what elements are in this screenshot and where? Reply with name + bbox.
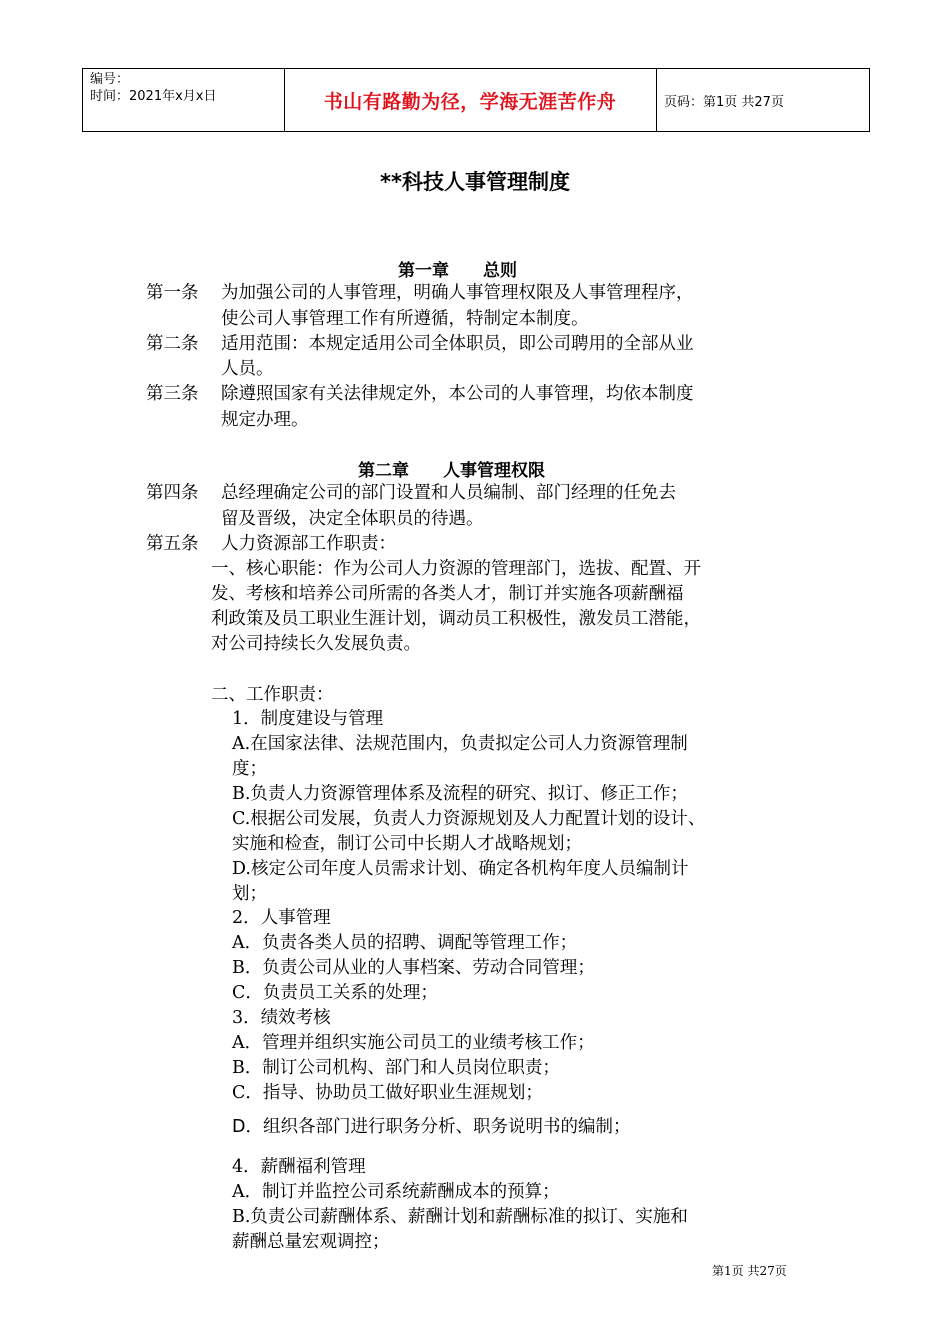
article-1-line-1: [146, 280, 694, 306]
section-1-item-c-line-2: 实施和检查，制订公司中长期人才战略规划；: [232, 834, 582, 854]
chapter-2-heading: 第二章 人事管理权限: [358, 461, 545, 481]
article-1-label: 第一条: [146, 283, 199, 303]
section-1-item-c-line-1: C.根据公司发展，负责人力资源规划及人力配置计划的设计、: [232, 809, 706, 829]
header-number-label: 编号：: [90, 72, 130, 87]
page-footer: 第1页 共27页: [712, 1264, 787, 1278]
section-2-item-c: C．负责员工关系的处理；: [232, 983, 438, 1003]
section-3-item-b: B．制订公司机构、部门和人员岗位职责；: [232, 1058, 560, 1078]
document-title: **科技人事管理制度: [380, 170, 570, 194]
article-4-line-1: [146, 480, 676, 506]
section-3-item-c: C．指导、协助员工做好职业生涯规划；: [232, 1083, 543, 1103]
article-1-text-1: 为加强公司的人事管理，明确人事管理权限及人事管理程序，: [221, 283, 694, 303]
section-4-title: 4．薪酬福利管理: [232, 1157, 366, 1177]
article-3-label: 第三条: [146, 384, 199, 404]
header-page-info: 页码：第1页 共27页: [664, 95, 784, 110]
header-border-right: [869, 69, 870, 131]
article-4-text-1: 总经理确定公司的部门设置和人员编制、部门经理的任免去: [221, 483, 676, 503]
section-2-item-a: A．负责各类人员的招聘、调配等管理工作；: [232, 933, 578, 953]
section-1-item-b: B.负责人力资源管理体系及流程的研究、拟订、修正工作；: [232, 784, 688, 804]
section-1-item-a-line-2: 度；: [232, 759, 267, 779]
section-2-title: 2．人事管理: [232, 908, 331, 928]
section-3-title: 3．绩效考核: [232, 1008, 331, 1028]
section-3-item-a: A．管理并组织实施公司员工的业绩考核工作；: [232, 1033, 595, 1053]
section-4-item-a: A．制订并监控公司系统薪酬成本的预算；: [232, 1182, 560, 1202]
header-border-left: [82, 69, 83, 131]
section-4-item-b-line-1: B.负责公司薪酬体系、薪酬计划和薪酬标准的拟订、实施和: [232, 1207, 688, 1227]
chapter-1-heading: 第一章 总则: [398, 261, 517, 281]
section-3-item-d: [232, 1114, 630, 1140]
article-5-line-1: [146, 531, 396, 557]
article-4-label: 第四条: [146, 483, 199, 503]
article-1-line-2: 使公司人事管理工作有所遵循，特制定本制度。: [221, 309, 589, 329]
article-2-line-1: [146, 331, 694, 357]
duty-title: 二、工作职责：: [211, 685, 334, 705]
section-3-item-d-letter: D．: [232, 1117, 263, 1137]
section-1-item-a-line-1: A.在国家法律、法规范围内，负责拟定公司人力资源管理制: [232, 734, 688, 754]
article-3-line-1: [146, 381, 694, 407]
article-5-text-1: 人力资源部工作职责：: [221, 534, 396, 554]
document-header: [82, 68, 870, 132]
section-1-title: 1．制度建设与管理: [232, 709, 384, 729]
article-3-text-1: 除遵照国家有关法律规定外，本公司的人事管理，均依本制度: [221, 384, 694, 404]
article-5-label: 第五条: [146, 534, 199, 554]
core-function-line-3: 利政策及员工职业生涯计划，调动员工积极性，激发员工潜能，: [211, 609, 701, 629]
section-1-item-d-line-1: D.核定公司年度人员需求计划、确定各机构年度人员编制计: [232, 859, 689, 879]
core-function-line-1: 一、核心职能：作为公司人力资源的管理部门，选拔、配置、开: [211, 559, 701, 579]
article-4-line-2: 留及晋级，决定全体职员的待遇。: [221, 509, 484, 529]
section-2-item-b: B．负责公司从业的人事档案、劳动合同管理；: [232, 958, 595, 978]
header-divider-2: [656, 69, 657, 131]
article-2-text-1: 适用范围：本规定适用公司全体职员，即公司聘用的全部从业: [221, 334, 694, 354]
section-3-item-d-text: 组织各部门进行职务分析、职务说明书的编制；: [262, 1117, 631, 1137]
article-2-line-2: 人员。: [221, 359, 274, 379]
article-3-line-2: 规定办理。: [221, 410, 309, 430]
core-function-line-2: 发、考核和培养公司所需的各类人才，制订并实施各项薪酬福: [211, 584, 684, 604]
section-4-item-b-line-2: 薪酬总量宏观调控；: [232, 1232, 390, 1252]
header-time-label: 时间：2021年x月x日: [90, 89, 217, 104]
core-function-line-4: 对公司持续长久发展负责。: [211, 634, 421, 654]
header-motto: 书山有路勤为径，学海无涯苦作舟: [323, 91, 617, 113]
header-meta: [90, 71, 216, 105]
section-1-item-d-line-2: 划；: [232, 884, 267, 904]
article-2-label: 第二条: [146, 334, 199, 354]
